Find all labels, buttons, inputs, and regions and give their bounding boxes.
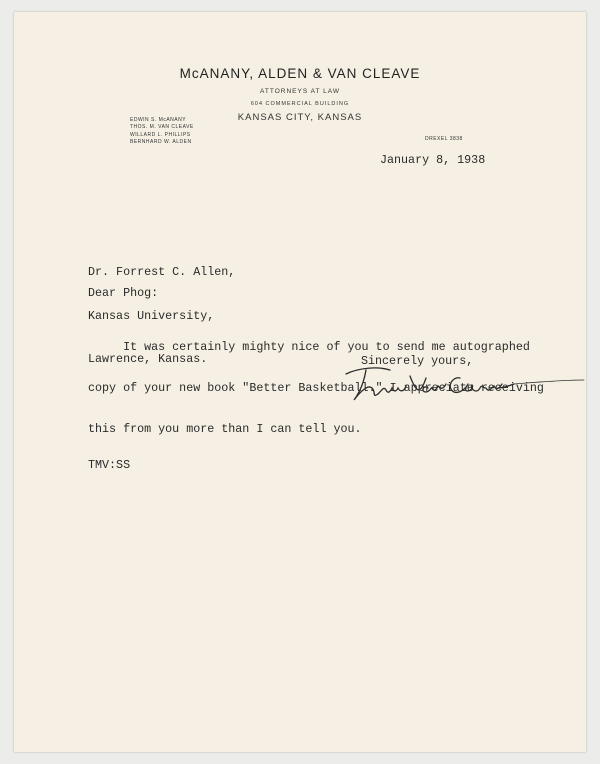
typist-initials: TMV:SS	[88, 458, 131, 472]
letterhead-building: 604 COMMERCIAL BUILDING	[250, 101, 350, 107]
letterhead-firm-name: McANANY, ALDEN & VAN CLEAVE	[179, 66, 421, 81]
letterhead-city: KANSAS CITY, KANSAS	[237, 112, 363, 123]
letterhead-profession: ATTORNEYS AT LAW	[260, 88, 340, 95]
partner-name: WILLARD L. PHILLIPS	[130, 131, 191, 138]
partner-name: EDWIN S. McANANY	[130, 117, 187, 123]
letterhead-partners	[130, 117, 194, 147]
closing: Sincerely yours,	[361, 354, 474, 368]
address-line: Lawrence, Kansas.	[88, 352, 208, 366]
partner-name: BERNHARD W. ALDEN	[130, 139, 192, 146]
letterhead-phone: DREXEL 3838	[425, 136, 463, 142]
address-line: Kansas University,	[88, 308, 215, 323]
body-line: this from you more than I can tell you.	[88, 421, 362, 436]
handwritten-signature	[338, 358, 588, 408]
letter-date: January 8, 1938	[380, 153, 486, 167]
salutation: Dear Phog:	[88, 286, 159, 300]
body-line: It was certainly mighty nice of you to send me autographed	[88, 340, 530, 355]
partner-name: THOS. M. VAN CLEAVE	[130, 124, 194, 131]
body-line: copy of your new book "Better Basketball." I appreciate receiving	[88, 380, 544, 395]
address-line: Dr. Forrest C. Allen,	[88, 265, 236, 279]
